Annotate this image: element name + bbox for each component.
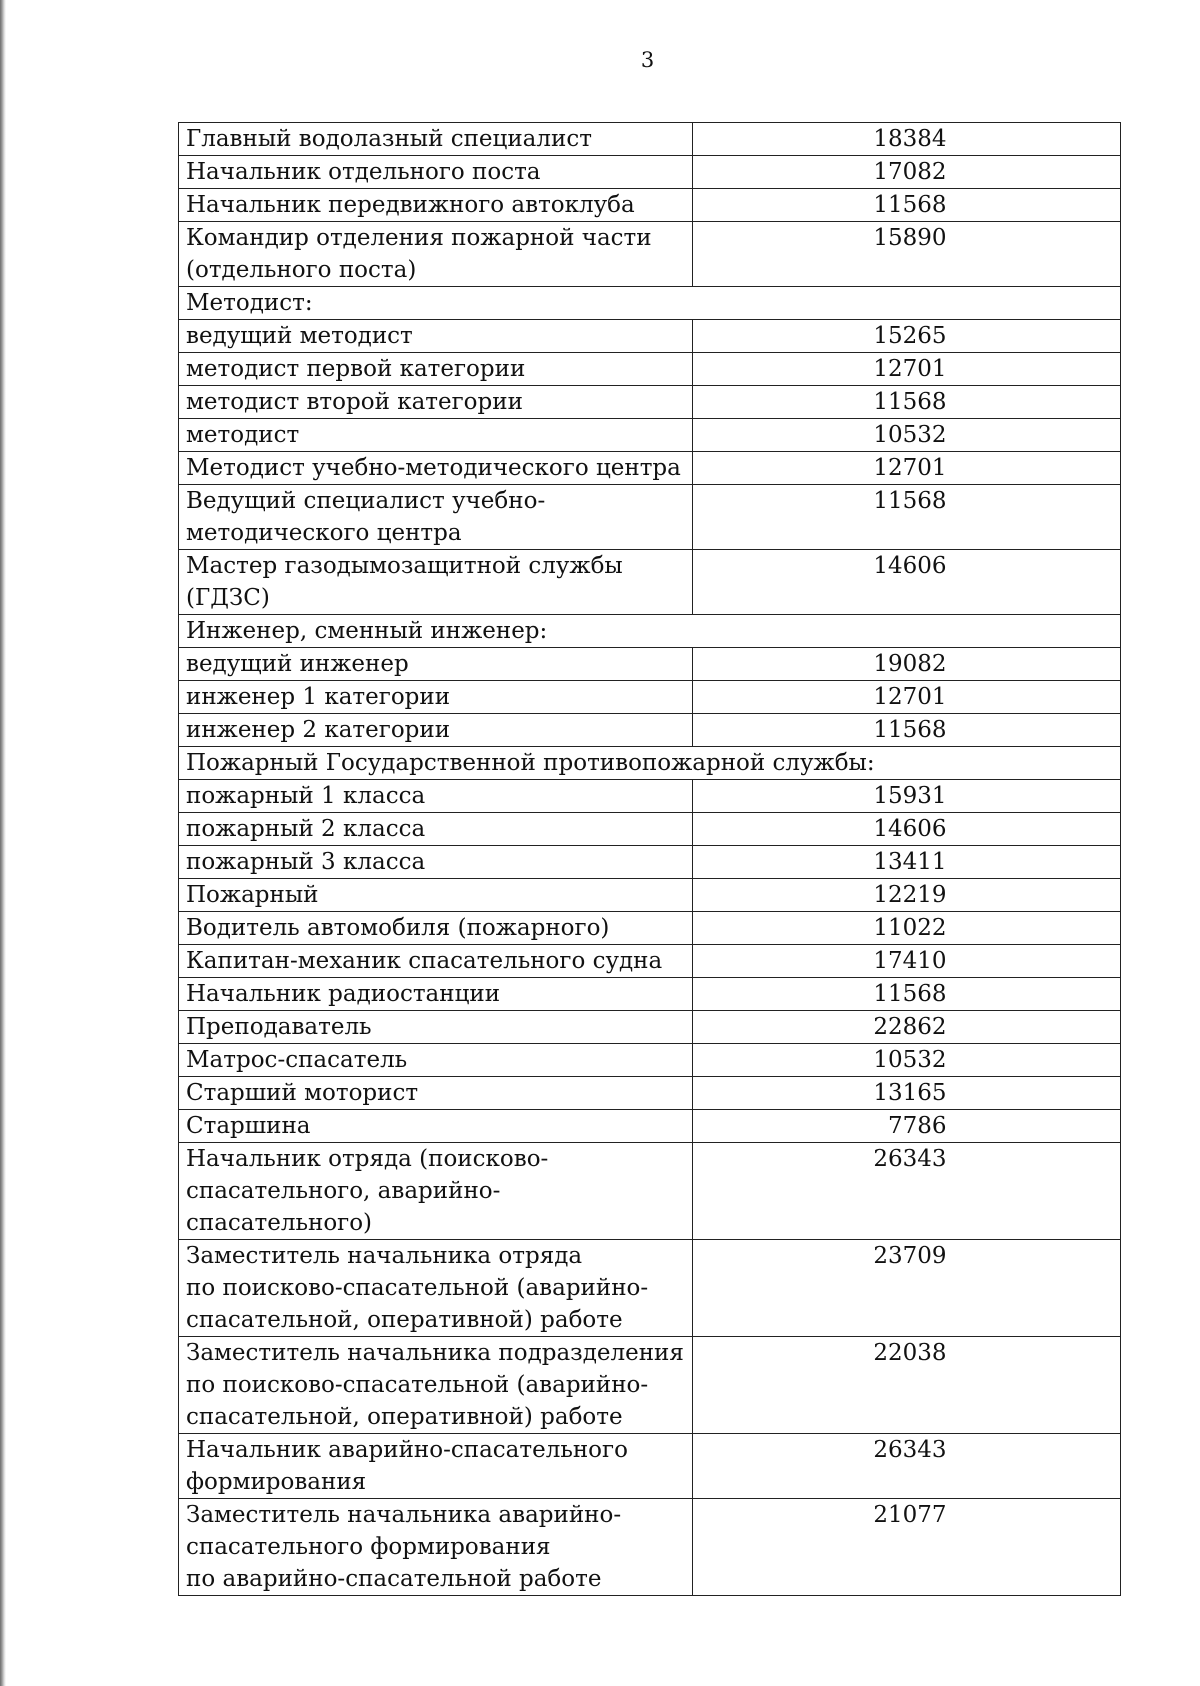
position-cell: Методист учебно-методического центра <box>179 452 693 485</box>
table-row <box>179 386 1121 419</box>
salary-value: 22038 <box>873 1340 947 1366</box>
salary-value: 12701 <box>873 455 947 481</box>
salary-value: 15890 <box>873 225 947 251</box>
salary-cell <box>693 846 1121 879</box>
position-cell: методист второй категории <box>179 386 693 419</box>
group-header-row <box>179 747 1121 780</box>
salary-cell <box>693 550 1121 615</box>
position-cell: Начальник передвижного автоклуба <box>179 189 693 222</box>
table-row <box>179 1499 1121 1596</box>
salary-value: 10532 <box>873 422 947 448</box>
salary-value: 12219 <box>873 882 947 908</box>
salary-cell <box>693 1499 1121 1596</box>
salary-table <box>178 122 1121 1596</box>
position-cell: Начальник аварийно-спасательного формирования <box>179 1434 693 1499</box>
position-cell: Начальник отряда (поисково- спасательного, аварийно-спасательного) <box>179 1143 693 1240</box>
salary-value: 12701 <box>873 356 947 382</box>
position-cell: пожарный 1 класса <box>179 780 693 813</box>
table-row <box>179 353 1121 386</box>
group-header-row <box>179 615 1121 648</box>
salary-value: 13411 <box>873 849 947 875</box>
salary-value: 11568 <box>873 717 947 743</box>
group-header-row <box>179 287 1121 320</box>
table-row <box>179 1110 1121 1143</box>
position-cell: инженер 2 категории <box>179 714 693 747</box>
salary-cell <box>693 879 1121 912</box>
salary-cell <box>693 156 1121 189</box>
salary-value: 11568 <box>873 488 947 514</box>
position-cell: Начальник отдельного поста <box>179 156 693 189</box>
table-row <box>179 222 1121 287</box>
salary-cell <box>693 978 1121 1011</box>
table-row <box>179 419 1121 452</box>
salary-value: 21077 <box>873 1502 947 1528</box>
page-number: 3 <box>640 48 655 72</box>
table-row <box>179 1011 1121 1044</box>
position-cell: Пожарный <box>179 879 693 912</box>
salary-cell <box>693 1337 1121 1434</box>
table-row <box>179 1077 1121 1110</box>
table-row <box>179 1337 1121 1434</box>
salary-cell <box>693 452 1121 485</box>
salary-cell <box>693 386 1121 419</box>
salary-cell <box>693 912 1121 945</box>
position-cell: Заместитель начальника подразделения по поисково-спасательной (аварийно- спасательной, оперативной) работе <box>179 1337 693 1434</box>
salary-value: 19082 <box>873 651 947 677</box>
salary-value: 11568 <box>873 389 947 415</box>
salary-cell <box>693 1077 1121 1110</box>
table-row <box>179 714 1121 747</box>
salary-value: 14606 <box>873 553 947 579</box>
salary-value: 14606 <box>873 816 947 842</box>
table-row <box>179 550 1121 615</box>
position-cell: методист <box>179 419 693 452</box>
salary-cell <box>693 1011 1121 1044</box>
salary-cell <box>693 320 1121 353</box>
table-row <box>179 485 1121 550</box>
salary-value: 26343 <box>873 1437 947 1463</box>
group-header-label: Инженер, сменный инженер: <box>179 615 1121 648</box>
salary-cell <box>693 714 1121 747</box>
table-row <box>179 912 1121 945</box>
group-header-label: Методист: <box>179 287 1121 320</box>
table-row <box>179 1240 1121 1337</box>
salary-cell <box>693 1044 1121 1077</box>
scan-edge <box>0 0 6 1686</box>
salary-value: 11568 <box>873 981 947 1007</box>
position-cell: методист первой категории <box>179 353 693 386</box>
table-row <box>179 648 1121 681</box>
position-cell: Командир отделения пожарной части (отдельного поста) <box>179 222 693 287</box>
salary-cell <box>693 1240 1121 1337</box>
table-row <box>179 846 1121 879</box>
salary-cell <box>693 189 1121 222</box>
position-cell: Мастер газодымозащитной службы (ГДЗС) <box>179 550 693 615</box>
table-row <box>179 320 1121 353</box>
salary-value: 10532 <box>873 1047 947 1073</box>
position-cell: инженер 1 категории <box>179 681 693 714</box>
salary-cell <box>693 1110 1121 1143</box>
salary-table-body <box>179 123 1121 1596</box>
salary-value: 11568 <box>873 192 947 218</box>
salary-value: 18384 <box>873 126 947 152</box>
salary-cell <box>693 485 1121 550</box>
position-cell: ведущий методист <box>179 320 693 353</box>
table-row <box>179 945 1121 978</box>
position-cell: Преподаватель <box>179 1011 693 1044</box>
table-row <box>179 123 1121 156</box>
position-cell: Главный водолазный специалист <box>179 123 693 156</box>
salary-value: 11022 <box>873 915 947 941</box>
salary-value: 22862 <box>873 1014 947 1040</box>
salary-cell <box>693 123 1121 156</box>
salary-cell <box>693 222 1121 287</box>
salary-cell <box>693 681 1121 714</box>
salary-value: 17082 <box>873 159 947 185</box>
salary-value: 26343 <box>873 1146 947 1172</box>
position-cell: Заместитель начальника отряда по поисково-спасательной (аварийно- спасательной, оперативной) работе <box>179 1240 693 1337</box>
salary-cell <box>693 419 1121 452</box>
salary-cell <box>693 353 1121 386</box>
salary-value: 17410 <box>873 948 947 974</box>
position-cell: Водитель автомобиля (пожарного) <box>179 912 693 945</box>
position-cell: Заместитель начальника аварийно- спасательного формирования по аварийно-спасательной работе <box>179 1499 693 1596</box>
salary-value: 12701 <box>873 684 947 710</box>
table-row <box>179 780 1121 813</box>
salary-cell <box>693 1434 1121 1499</box>
position-cell: пожарный 2 класса <box>179 813 693 846</box>
table-row <box>179 681 1121 714</box>
salary-cell <box>693 945 1121 978</box>
salary-cell <box>693 1143 1121 1240</box>
table-row <box>179 978 1121 1011</box>
group-header-label: Пожарный Государственной противопожарной службы: <box>179 747 1121 780</box>
table-row <box>179 1434 1121 1499</box>
position-cell: Капитан-механик спасательного судна <box>179 945 693 978</box>
position-cell: Старшина <box>179 1110 693 1143</box>
table-row <box>179 813 1121 846</box>
table-row <box>179 1143 1121 1240</box>
salary-cell <box>693 648 1121 681</box>
table-row <box>179 189 1121 222</box>
position-cell: Начальник радиостанции <box>179 978 693 1011</box>
table-row <box>179 879 1121 912</box>
salary-value: 15931 <box>873 783 947 809</box>
salary-value: 23709 <box>873 1243 947 1269</box>
table-row <box>179 1044 1121 1077</box>
position-cell: пожарный 3 класса <box>179 846 693 879</box>
table-row <box>179 452 1121 485</box>
position-cell: ведущий инженер <box>179 648 693 681</box>
table-row <box>179 156 1121 189</box>
salary-cell <box>693 780 1121 813</box>
salary-cell <box>693 813 1121 846</box>
position-cell: Ведущий специалист учебно- методического центра <box>179 485 693 550</box>
salary-value: 7786 <box>887 1113 947 1139</box>
salary-value: 13165 <box>873 1080 947 1106</box>
position-cell: Старший моторист <box>179 1077 693 1110</box>
salary-value: 15265 <box>873 323 947 349</box>
position-cell: Матрос-спасатель <box>179 1044 693 1077</box>
